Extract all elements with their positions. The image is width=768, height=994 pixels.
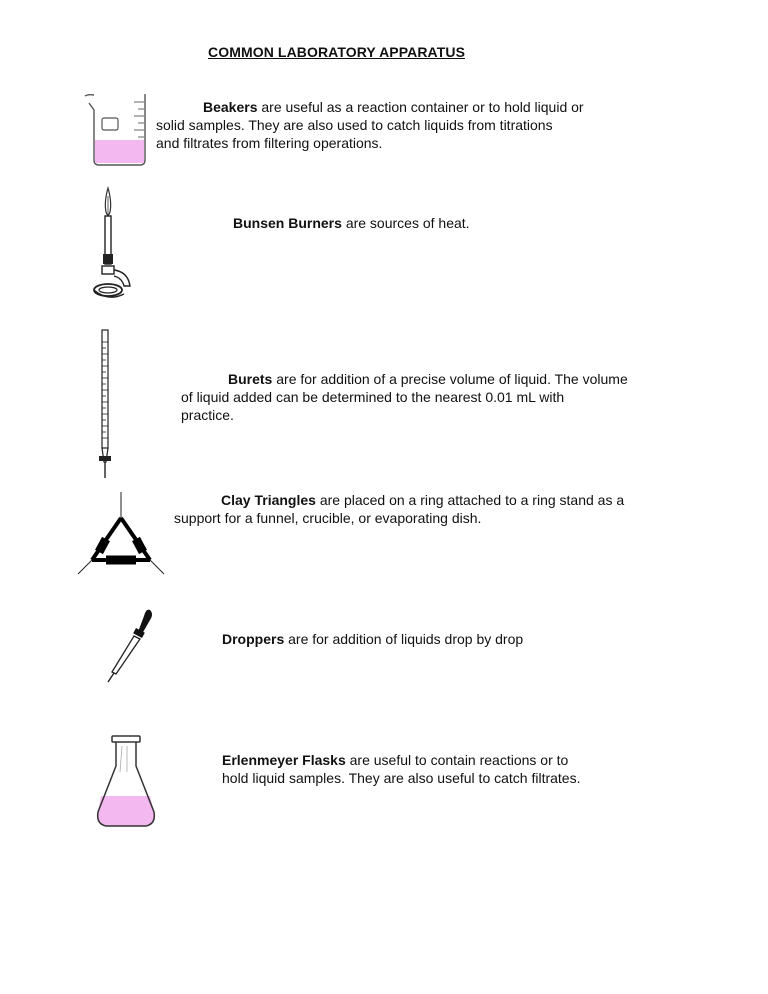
item-text: are sources of heat. <box>345 215 470 231</box>
item-name: Droppers <box>222 631 285 647</box>
item-text: hold liquid samples. They are also useful to catch filtrates. <box>222 770 581 786</box>
item-name: Clay Triangles <box>221 492 316 508</box>
item-text: are useful as a reaction container or to hold liquid or <box>261 99 584 115</box>
item-text: practice. <box>181 407 234 423</box>
item-text: are placed on a ring attached to a ring stand as a <box>319 492 625 508</box>
page-title: COMMON LABORATORY APPARATUS <box>208 44 466 60</box>
item-name: Burets <box>228 371 273 387</box>
item-text: support for a funnel, crucible, or evaporating dish. <box>174 510 482 526</box>
item-erlenmeyer-flasks <box>222 751 580 787</box>
dropper-icon <box>104 606 156 686</box>
item-text: are for addition of liquids drop by drop <box>288 631 524 647</box>
item-text: of liquid added can be determined to the nearest 0.01 mL with <box>181 389 565 405</box>
item-name: Beakers <box>203 99 258 115</box>
item-clay-triangles <box>174 491 624 527</box>
item-text: and filtrates from filtering operations. <box>156 135 383 151</box>
item-text: solid samples. They are also used to catch liquids from titrations <box>156 117 553 133</box>
item-burets <box>181 370 628 424</box>
item-text: are useful to contain reactions or to <box>349 752 569 768</box>
clay-triangle-icon <box>76 490 166 580</box>
item-name: Erlenmeyer Flasks <box>222 752 346 768</box>
item-text: are for addition of a precise volume of liquid. The volume <box>276 371 628 387</box>
item-bunsen-burners <box>233 214 470 232</box>
item-name: Bunsen Burners <box>233 215 342 231</box>
item-beakers <box>156 98 584 152</box>
buret-icon <box>96 328 116 484</box>
item-droppers <box>222 630 523 648</box>
beaker-icon <box>82 88 152 168</box>
erlenmeyer-flask-icon <box>94 732 158 830</box>
bunsen-burner-icon <box>84 186 154 304</box>
